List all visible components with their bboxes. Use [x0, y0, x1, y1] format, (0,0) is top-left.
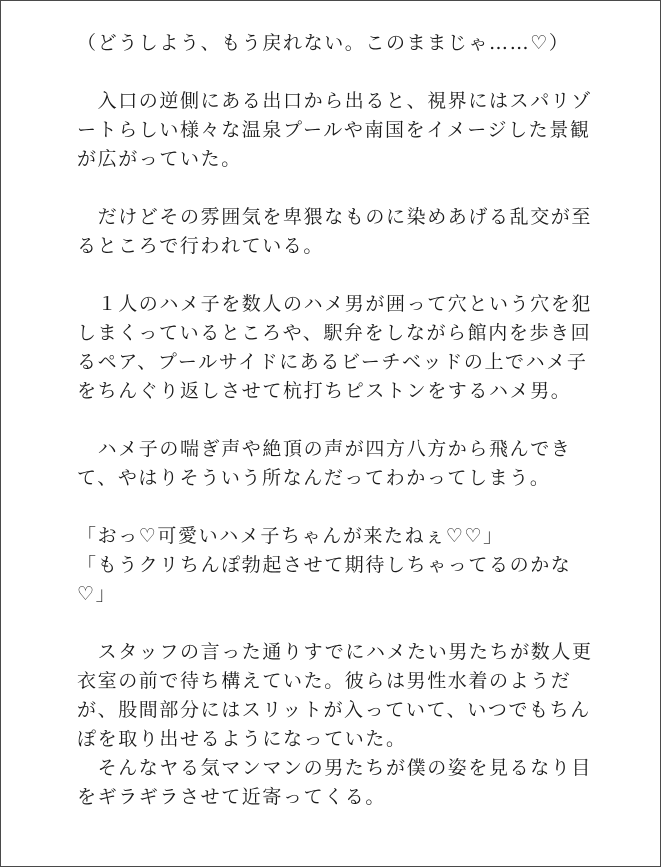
blank-line — [77, 493, 597, 522]
text-line: をちんぐり返しさせて杭打ちピストンをするハメ男。 — [77, 380, 572, 402]
text-line: をギラギラさせて近寄ってくる。 — [77, 786, 387, 808]
text-line: が広がっていた。 — [77, 148, 242, 170]
text-line: そんなヤる気マンマンの男たちが僕の姿を見るなり目 — [77, 757, 593, 779]
text-line: しまくっているところや、駅弁をしながら館内を歩き回 — [77, 322, 592, 344]
blank-line — [77, 261, 597, 290]
dialogue-line: ♡」 — [77, 583, 117, 605]
text-line: るところで行われている。 — [77, 235, 325, 257]
text-line: が、股間部分にはスリットが入っていて、いつでもちん — [77, 699, 591, 721]
text-line: て、やはりそういう所なんだってわかってしまう。 — [77, 467, 551, 489]
text-line: だけどその雰囲気を卑猥なものに染めあげる乱交が至 — [77, 206, 593, 228]
blank-line — [77, 58, 597, 87]
text-line: ぽを取り出せるようになっていた。 — [77, 728, 407, 750]
blank-line — [77, 174, 597, 203]
text-line: 衣室の前で待ち構えていた。彼らは男性水着のようだ — [77, 670, 572, 692]
blank-line — [77, 609, 597, 638]
text-line: （どうしよう、もう戻れない。このままじゃ……♡） — [77, 32, 570, 54]
text-line: 入口の逆側にある出口から出ると、視界にはスパリゾ — [77, 90, 593, 112]
dialogue-line: 「おっ♡可愛いハメ子ちゃんが来たねぇ♡♡」 — [77, 525, 504, 547]
text-line: １人のハメ子を数人のハメ男が囲って穴という穴を犯 — [77, 293, 593, 315]
text-line: ートらしい様々な温泉プールや南国をイメージした景観 — [77, 119, 591, 141]
dialogue-line: 「もうクリちんぽ勃起させて期待しちゃってるのかな — [77, 554, 572, 576]
blank-line — [77, 406, 597, 435]
body-text — [77, 29, 597, 812]
text-line: スタッフの言った通りすでにハメたい男たちが数人更 — [77, 641, 593, 663]
text-line: ハメ子の喘ぎ声や絶頂の声が四方八方から飛んでき — [77, 438, 572, 460]
text-line: るペア、プールサイドにあるビーチベッドの上でハメ子 — [77, 351, 588, 373]
